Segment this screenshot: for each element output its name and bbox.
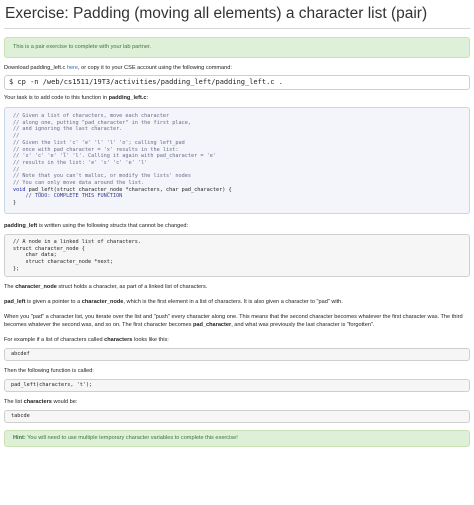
code-keyword: void [13,186,26,193]
hint-label: Hint: [13,435,26,442]
structs-intro: padding_left is written using the following structs that cannot be changed: [4,222,189,229]
todo-comment: // TODO: COMPLETE THIS FUNCTION [13,193,123,200]
result-list-box[interactable]: tabcde [4,410,470,423]
function-call-box[interactable]: pad_left(characters, 't'); [4,379,470,392]
copy-command-box[interactable]: $ cp -n /web/cs1511/19T3/activities/padding_left/padding_left.c . [4,75,470,90]
download-link[interactable]: here [66,65,79,71]
exercise-page [4,0,470,447]
hint-box [4,430,470,447]
closing-brace: } [13,200,17,207]
struct-code-block[interactable]: // A node in a linked list of characters. struct character_node { char data; struct character_node *next; }; [4,234,470,278]
code-comments: // Given a list of characters, move each character // along one, putting "pad_character" in the first place, // and ignoring the last character. // // Given the list 'c' 'e' 'l' 'l' 'o'; calling left_pad // once with pad_character = 'x' results in the list: // 'x' 'c' 'e' 'l' 'l'. Calling it again with pad_character = 'e' // results in the list: 'e' 'x' 'c' 'e' 'l' // // Note that you can't malloc, or modify the lists' nodes // You can only move data around the list. [13,113,217,187]
title-divider [4,28,470,29]
example-intro: For example if a list of characters called characters looks like this: [4,337,169,344]
function-code-block[interactable] [4,107,470,214]
result-intro: The list characters would be: [4,399,78,406]
call-intro: Then the following function is called: [4,368,94,375]
struct-description: The character_node struct holds a character, as part of a linked list of characters. [4,284,208,291]
pair-exercise-notice: This is a pair exercise to complete with your lab partner. [4,37,470,58]
example-list-box[interactable]: abcdef [4,348,470,361]
task-description: Your task is to add code to this function in padding_left.c: [4,95,149,101]
download-instructions: Download padding_left.c here, or copy it to your CSE account using the following command: [4,65,232,71]
padding-explanation: When you "pad" a character list, you iterate over the list and "push" every character along one. This means that the second character becomes whatever the first character was. The third becomes whatever the second was, and so on. The first character becomes pad_character, and what was previously the last character is "forgotten". [4,314,463,329]
pad-left-description: pad_left is given a pointer to a character_node, which is the first element in a list of characters. It is also given a character to "pad" with. [4,299,343,306]
function-signature: pad_left(struct character_node *characters, char pad_character) { [25,186,232,193]
page-title: Exercise: Padding (moving all elements) a character list (pair) [5,5,428,22]
hint-text: You will need to use multiple temporary character variables to complete this exercise! [25,435,238,442]
